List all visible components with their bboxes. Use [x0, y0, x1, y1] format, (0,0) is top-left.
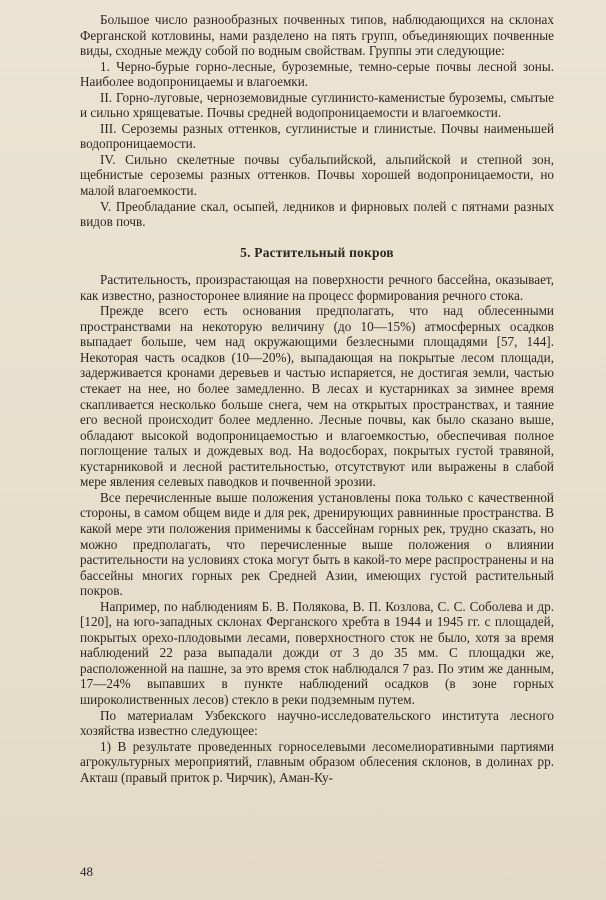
- section-heading: 5. Растительный покров: [240, 244, 394, 260]
- paragraph-4: Например, по наблюдениям Б. В. Полякова, В. П. Козлова, С. С. Соболева и др. [120], на юго-западных склонах Ферганского хребта в 1944 и 1945 гг. с площадей, покрытых орехо-плодовыми лесами, поверхностного сток не было, хотя за время наблюдений 22 раза выпадали дожди от 3 до 35 мм. С площадки же, расположенной на пашне, за это время сток наблюдался 7 раз. По этим же данным, 17—24% выпавших в пункте наблюдений осадков (в зоне горных широколиственных лесов) стекло в реки подземным путем.: [80, 598, 554, 707]
- soil-groups-intro: Большое число разнообразных почвенных типов, наблюдающихся на склонах Ферганской котловины, нами разделено на пять групп, объединяющих почвенные виды, сходные между собой по водным свойствам. Группы эти следующие:: [80, 12, 554, 59]
- paragraph-1: Растительность, произрастающая на поверхности речного бассейна, оказывает, как известно, разносторонее влияние на процесс формирования речного стока.: [80, 272, 554, 303]
- paragraph-6: 1) В результате проведенных горноселевыми лесомелиоративными партиями агрокультурных мероприятий, главным образом облесения склонов, в долинах рр. Акташ (правый приток р. Чирчик), Аман-Ку-: [80, 738, 554, 785]
- paragraph-3: Все перечисленные выше положения установлены пока только с качественной стороны, в самом общем виде и для рек, дренирующих равнинные пространства. В какой мере эти положения применимы к бассейнам горных рек, трудно сказать, но можно предполагать, что перечисленные выше положения о влиянии растительности на условиях стока могут быть в какой-то мере распространены и на бассейны многих горных рек Средней Азии, имеющих густой растительный покров.: [80, 489, 554, 599]
- soil-group-5: V. Преобладание скал, осыпей, ледников и фирновых полей с пятнами разных видов почв.: [80, 198, 554, 230]
- paragraph-5: По материалам Узбекского научно-исследовательского института лесного хозяйства известно следующее:: [80, 707, 554, 739]
- soil-group-1: 1. Черно-бурые горно-лесные, буроземные, темно-серые почвы лесной зоны. Наиболее водопроницаемы и влагоемки.: [80, 58, 554, 90]
- paragraph-2: Прежде всего есть основания предполагать, что над облесенными пространствами на некоторую величину (до 10—15%) атмосферных осадков выпадает больше, чем над окружающими безлесными площадями [57, 144]. Некоторая часть осадков (10—20%), выпадающая на покрытые лесом площади, задерживается кронами деревьев и частью испаряется, не достигая земли, частью стекает на нее, но более замедленно. В лесах и кустарниках за зимнее время скапливается несколько больше снега, чем на открытых пространствах, и таяние его весной происходит более медленно. Лесные почвы, как было сказано выше, обладают высокой водопроницаемостью и влагоемкостью, обеспечивая полное поглощение талых и дождевых вод. На водосборах, покрытых густой травяной, кустарниковой и лесной растительностью, отсутствуют или выражены в слабой мере явления селевых паводков и почвенной эрозии.: [80, 303, 554, 490]
- soil-group-4: IV. Сильно скелетные почвы субальпийской, альпийской и степной зон, щебнистые сероземы разных оттенков. Почвы хорошей водопроницаемости, но малой влагоемкости.: [80, 151, 554, 199]
- soil-group-3: III. Сероземы разных оттенков, суглинистые и глинистые. Почвы наименьшей водопроницаемости.: [80, 120, 554, 152]
- soil-group-2: II. Горно-луговые, черноземовидные суглинисто-каменистые буроземы, смытые и сильно хрящеватые. Почвы средней водопроницаемости и влагоемкости.: [80, 89, 554, 121]
- page-text: [80, 12, 554, 785]
- page-number: 48: [80, 864, 93, 879]
